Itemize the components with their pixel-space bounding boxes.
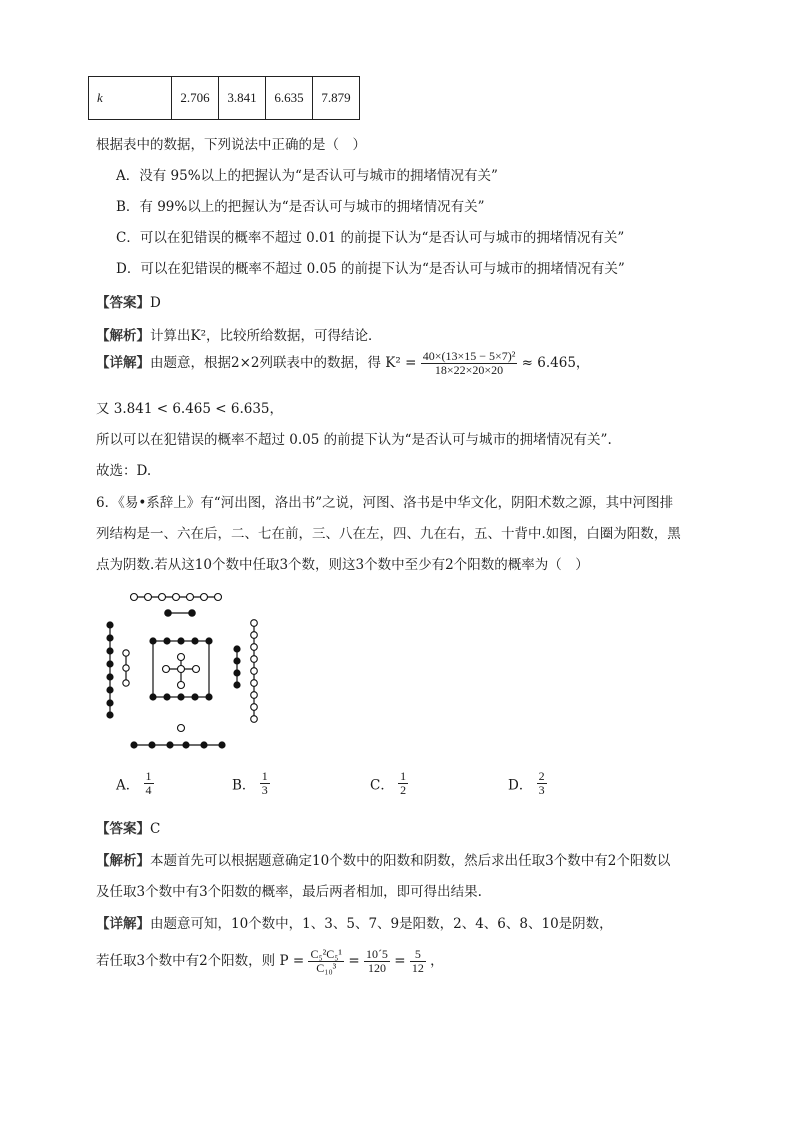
table-cell: 3.841: [219, 77, 266, 120]
q6-detail: [96, 912, 613, 932]
q6-line3: 点为阴数.若从这10个数中任取3个数，则这3个数中至少有2个阳数的概率为（ ）: [96, 557, 589, 573]
k-squared-fraction: [421, 350, 518, 377]
q5-option-b: B．有 99%以上的把握认为“是否认可与城市的拥堵情况有关”: [116, 199, 485, 215]
result-numerator: 5: [410, 948, 426, 962]
q6-analysis-line2: 及任取3个数中有3个阳数的概率，最后两者相加，即可得出结果.: [96, 884, 482, 900]
q6-line2: 列结构是一、六在后，二、七在前，三、八在左，四、九在右，五、十背中.如图，白圈为阳数，黑: [96, 526, 681, 542]
detail-tag: 【详解】: [96, 354, 150, 371]
combination-denominator: C₁₀³: [316, 961, 337, 976]
analysis-text: 计算出K²，比较所给数据，可得结论．: [150, 328, 382, 344]
q6-option-d: [508, 770, 547, 797]
q5-prompt: 根据表中的数据，下列说法中正确的是（ ）: [96, 137, 366, 153]
table-cell: 6.635: [266, 77, 313, 120]
combination-numerator: C₅²C₅¹: [310, 947, 343, 961]
option-label: C．: [370, 777, 394, 794]
q6-line1: 6．《易•系辞上》有“河出图，洛出书”之说，河图、洛书是中华文化，阴阳术数之源，其中河图排: [96, 495, 674, 511]
product-numerator: 10´5: [365, 947, 388, 961]
option-numerator: 1: [145, 769, 152, 783]
detail-text: 由题意可知，10个数中，1、3、5、7、9是阳数，2、4、6、8、10是阴数，: [150, 916, 613, 932]
option-label: B．: [232, 777, 256, 794]
option-label: A．: [116, 777, 140, 794]
option-denominator: 4: [145, 783, 152, 798]
detail-pre: 若任取3个数中有2个阳数，则 P =: [96, 952, 305, 969]
critical-value-table: [88, 76, 360, 120]
q5-line2: 又 3.841 < 6.465 < 6.635，: [96, 401, 284, 417]
q5-line3: 所以可以在犯错误的概率不超过 0.05 的前提下认为“是否认可与城市的拥堵情况有关”.: [96, 432, 612, 448]
analysis-tag: 【解析】: [96, 853, 150, 869]
option-numerator: 1: [261, 769, 268, 783]
q6-option-b: [232, 770, 270, 797]
q5-detail: [96, 350, 589, 377]
option-denominator: 3: [538, 783, 545, 798]
table-header-k: k: [89, 77, 172, 120]
answer-tag: 【答案】: [96, 295, 150, 311]
q6-option-c: [370, 770, 408, 797]
option-denominator: 3: [261, 783, 268, 798]
option-numerator: 1: [400, 769, 407, 783]
option-label: D．: [508, 777, 533, 794]
table-cell: 7.879: [313, 77, 360, 120]
q5-option-a: A．没有 95%以上的把握认为“是否认可与城市的拥堵情况有关”: [116, 168, 498, 184]
option-numerator: 2: [538, 769, 545, 783]
analysis-text: 本题首先可以根据题意确定10个数中的阳数和阴数，然后求出任取3个数中有2个阳数以: [150, 853, 671, 869]
q6-analysis: [96, 849, 670, 869]
q5-line4: 故选：D.: [96, 463, 152, 479]
q6-option-a: [116, 770, 154, 797]
result-denominator: 12: [411, 961, 424, 976]
table-cell: 2.706: [172, 77, 219, 120]
detail-pre: 由题意，根据2×2列联表中的数据，得 K² =: [150, 354, 417, 371]
answer-value: D: [150, 295, 161, 311]
q5-analysis: [96, 324, 382, 344]
answer-tag: 【答案】: [96, 821, 150, 837]
detail-post: ，: [430, 952, 444, 969]
product-denominator: 120: [367, 961, 386, 976]
q5-answer: [96, 291, 161, 311]
answer-value: C: [150, 821, 161, 837]
detail-post: ≈ 6.465，: [521, 354, 590, 371]
detail-tag: 【详解】: [96, 916, 150, 932]
option-denominator: 2: [400, 783, 407, 798]
q6-answer: [96, 817, 160, 837]
fraction-numerator: 40×(13×15 − 5×7)²: [422, 349, 516, 363]
q5-option-d: D．可以在犯错误的概率不超过 0.05 的前提下认为“是否认可与城市的拥堵情况有关”: [116, 261, 625, 277]
hetu-diagram: [96, 585, 276, 755]
q6-detail-line2: 若任取3个数中有2个阳数，则 P = $\frac{\text{C₅²C₅¹}}{\text{C₁₀³}}$ = $\frac{10´5}{120}$ = $\frac{5}{12}$ ，: [96, 947, 444, 976]
fraction-denominator: 18×22×20×20: [434, 363, 504, 378]
q5-option-c: C．可以在犯错误的概率不超过 0.01 的前提下认为“是否认可与城市的拥堵情况有关”: [116, 230, 625, 246]
analysis-tag: 【解析】: [96, 328, 150, 344]
